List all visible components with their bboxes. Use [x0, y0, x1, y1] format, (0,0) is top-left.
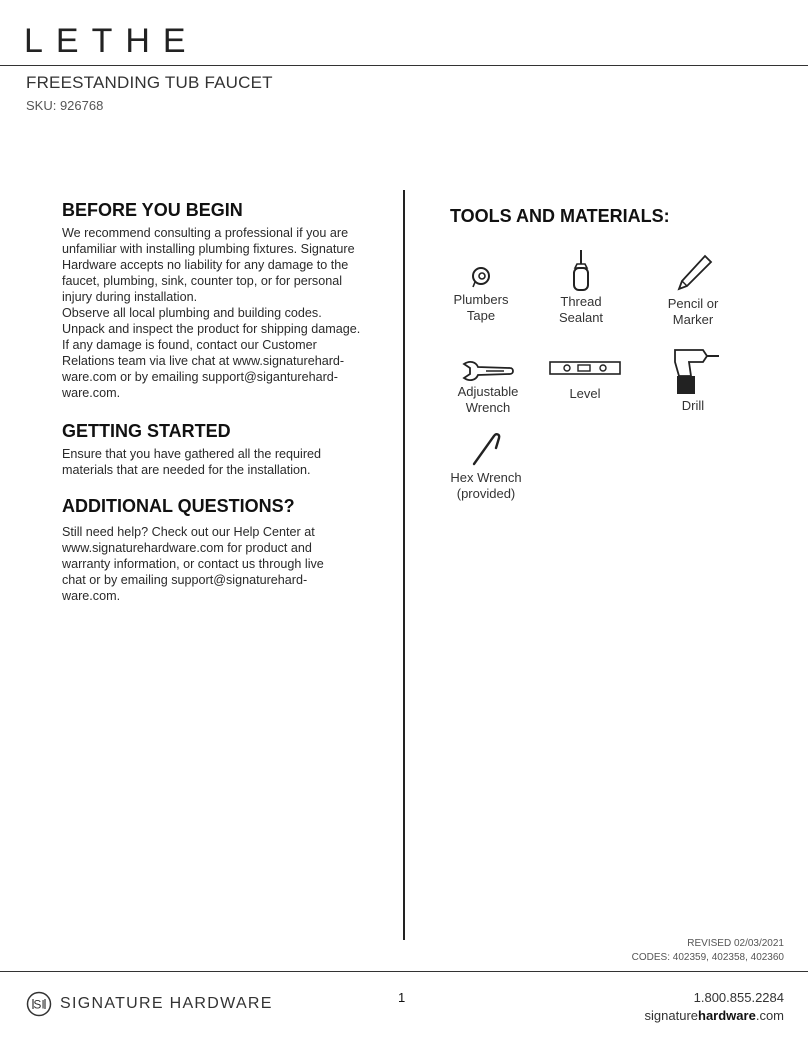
additional-questions-heading: ADDITIONAL QUESTIONS?	[62, 496, 295, 516]
getting-started-heading: GETTING STARTED	[62, 421, 231, 441]
page-number: 1	[398, 990, 406, 1005]
sealant-icon	[561, 248, 601, 294]
tool-label: Plumbers	[453, 292, 509, 307]
sku: SKU: 926768	[26, 98, 104, 113]
wrench-icon	[460, 358, 516, 384]
tool-label: Hex Wrench	[450, 470, 522, 485]
revision-info	[632, 937, 784, 965]
tool-label: Sealant	[558, 310, 604, 325]
website-bold: hardware	[698, 1008, 756, 1023]
footer-logo	[26, 991, 273, 1017]
revised-date: REVISED 02/03/2021	[687, 938, 784, 949]
tool-drill	[648, 346, 738, 414]
tool-label: Adjustable	[457, 384, 519, 399]
before-you-begin-heading: BEFORE YOU BEGIN	[62, 200, 243, 220]
tool-label: (provided)	[456, 486, 516, 501]
tool-label: Pencil or	[667, 296, 719, 311]
tool-label: Wrench	[465, 400, 511, 415]
tool-label: Marker	[672, 312, 714, 327]
tool-adjustable-wrench	[443, 358, 533, 416]
footer-divider	[0, 971, 808, 972]
tool-label: Thread	[560, 294, 602, 309]
phone-number: 1.800.855.2284	[693, 990, 784, 1005]
pencil-icon	[671, 252, 715, 296]
before-paragraph-2: Observe all local plumbing and building codes.	[62, 306, 322, 320]
before-paragraph-1: We recommend consulting a professional if you are unfamiliar with installing plumbing fixtures. Signature Hardware accepts no liability for any damage to the faucet, plumbing, sink, counter top, or for personal injury during installation.	[62, 226, 355, 304]
tool-label: Drill	[681, 398, 705, 413]
header-divider	[0, 65, 808, 66]
brand-title: LETHE	[24, 22, 199, 60]
website-suffix: .com	[755, 1008, 784, 1023]
column-divider	[403, 190, 405, 940]
svg-text:SI: SI	[33, 997, 45, 1012]
tape-icon	[461, 262, 501, 292]
product-codes: CODES: 402359, 402358, 402360	[631, 952, 784, 963]
level-icon	[548, 358, 622, 378]
tool-label: Tape	[466, 308, 496, 323]
hex-wrench-icon	[466, 430, 506, 470]
tool-label: Level	[569, 386, 601, 401]
tool-plumbers-tape	[436, 262, 526, 324]
additional-questions-text: Still need help? Check out our Help Center at www.signaturehardware.com for product and warranty information, or contact us through live chat or by emailing support@signaturehard-ware.com.	[62, 525, 324, 603]
contact-info	[645, 989, 784, 1025]
getting-started-text: Ensure that you have gathered all the required materials that are needed for the installation.	[62, 447, 322, 477]
logo-text: SIGNATURE HARDWARE	[60, 995, 273, 1012]
before-you-begin-text	[62, 225, 362, 401]
tools-heading: TOOLS AND MATERIALS:	[450, 206, 670, 226]
tool-level	[540, 358, 630, 402]
website-prefix: signature	[644, 1008, 699, 1023]
website	[645, 1007, 784, 1025]
drill-icon	[665, 346, 721, 398]
before-paragraph-3: Unpack and inspect the product for shipping damage. If any damage is found, contact our Customer Relations team via live chat at www.signaturehard-ware.com or by emailing support@siganturehard-ware.com.	[62, 322, 361, 400]
product-type: FREESTANDING TUB FAUCET	[26, 73, 273, 92]
signature-hardware-logo-icon	[26, 991, 52, 1017]
tool-thread-sealant	[536, 248, 626, 326]
tool-hex-wrench	[441, 430, 531, 502]
tool-pencil	[648, 252, 738, 328]
